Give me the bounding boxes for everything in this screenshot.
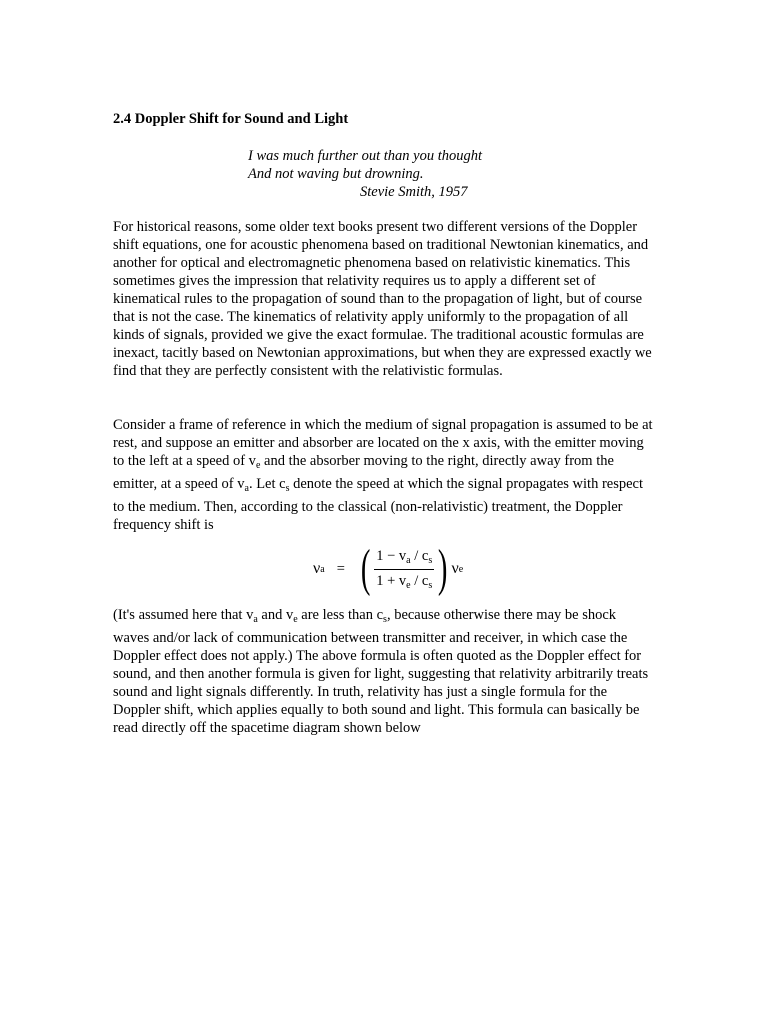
p2-sub-e: e: [255, 460, 261, 471]
eq-num-sub-s: s: [428, 554, 433, 566]
paragraph-2: [113, 416, 653, 534]
eq-rhs-symbol: ν: [451, 560, 459, 577]
eq-rhs-sub: e: [458, 563, 464, 575]
p3-sub-a: a: [253, 614, 258, 625]
eq-num-mid: / c: [410, 547, 429, 564]
epigraph-line-2: And not waving but drowning.: [248, 166, 424, 182]
p2-text-4: denote the speed at which the signal propagates with respect to the medium. Then, according to the classical (non-relativistic) treatment, the Doppler frequency shift is: [113, 476, 644, 533]
p3-sub-s: s: [383, 614, 387, 625]
p3-text-3: are less than c: [297, 607, 384, 623]
eq-lhs-symbol: ν: [313, 560, 321, 577]
section-heading: 2.4 Doppler Shift for Sound and Light: [113, 111, 349, 127]
p2-sub-a: a: [244, 483, 249, 494]
eq-equals: =: [336, 560, 345, 577]
eq-denominator: [374, 569, 434, 591]
eq-num-text: 1 − v: [376, 547, 407, 564]
eq-den-sub-s: s: [428, 579, 433, 591]
eq-den-text: 1 + v: [376, 572, 407, 589]
eq-lhs-sub: a: [320, 563, 325, 575]
p2-sub-s: s: [285, 483, 290, 494]
eq-numerator: [374, 548, 434, 569]
epigraph-line-1: I was much further out than you thought: [248, 148, 483, 164]
eq-left-paren: (: [360, 540, 371, 597]
p2-text-3: . Let c: [248, 476, 286, 492]
epigraph-attribution: Stevie Smith, 1957: [360, 184, 468, 200]
eq-num-sub-a: a: [406, 554, 411, 566]
p3-text-4: , because otherwise there may be shock waves and/or lack of communication between transmitter and receiver, in which case the Doppler effect does not apply.) The above formula is often quoted as the Doppler effect for sound, and then another formula is given for light, suggesting that relativity arbitrarily treats sound and light signals differently. In truth, relativity has just a single formula for the Doppler shift, which applies equally to both sound and light. This formula can basically be read directly off the spacetime diagram shown below: [113, 607, 649, 736]
eq-den-mid: / c: [410, 572, 429, 589]
p2-text-1: Consider a frame of reference in which the medium of signal propagation is assumed to be at rest, and suppose an emitter and absorber are located on the x axis, with the emitter moving to the left at a speed of v: [113, 417, 653, 469]
paragraph-3: [113, 606, 653, 737]
epigraph: [248, 147, 508, 201]
doppler-equation: [313, 540, 463, 598]
p3-text-1: (It's assumed here that v: [113, 607, 254, 623]
eq-den-sub-e: e: [406, 579, 411, 591]
paragraph-1: For historical reasons, some older text books present two different versions of the Doppler shift equations, one for acoustic phenomena based on traditional Newtonian kinematics, and another for optical and electromagnetic phenomena based on relativistic kinematics. This sometimes gives the impression that relativity requires us to apply a different set of kinematical rules to the propagation of sound than to the propagation of light, but of course that is not the case. The kinematics of relativity apply uniformly to the propagation of all kinds of signals, provided we give the exact formulae. The traditional acoustic formulas are inexact, tacitly based on Newtonian approximations, but when they are expressed exactly we find that they are perfectly consistent with the relativistic formulas.: [113, 219, 652, 379]
p3-sub-e: e: [293, 614, 298, 625]
eq-right-paren: ): [438, 540, 448, 597]
p2-text-2: and the absorber moving to the right, directly away from the emitter, at a speed of v: [113, 453, 614, 492]
p3-text-2: and v: [257, 607, 294, 623]
eq-fraction: [374, 548, 434, 591]
